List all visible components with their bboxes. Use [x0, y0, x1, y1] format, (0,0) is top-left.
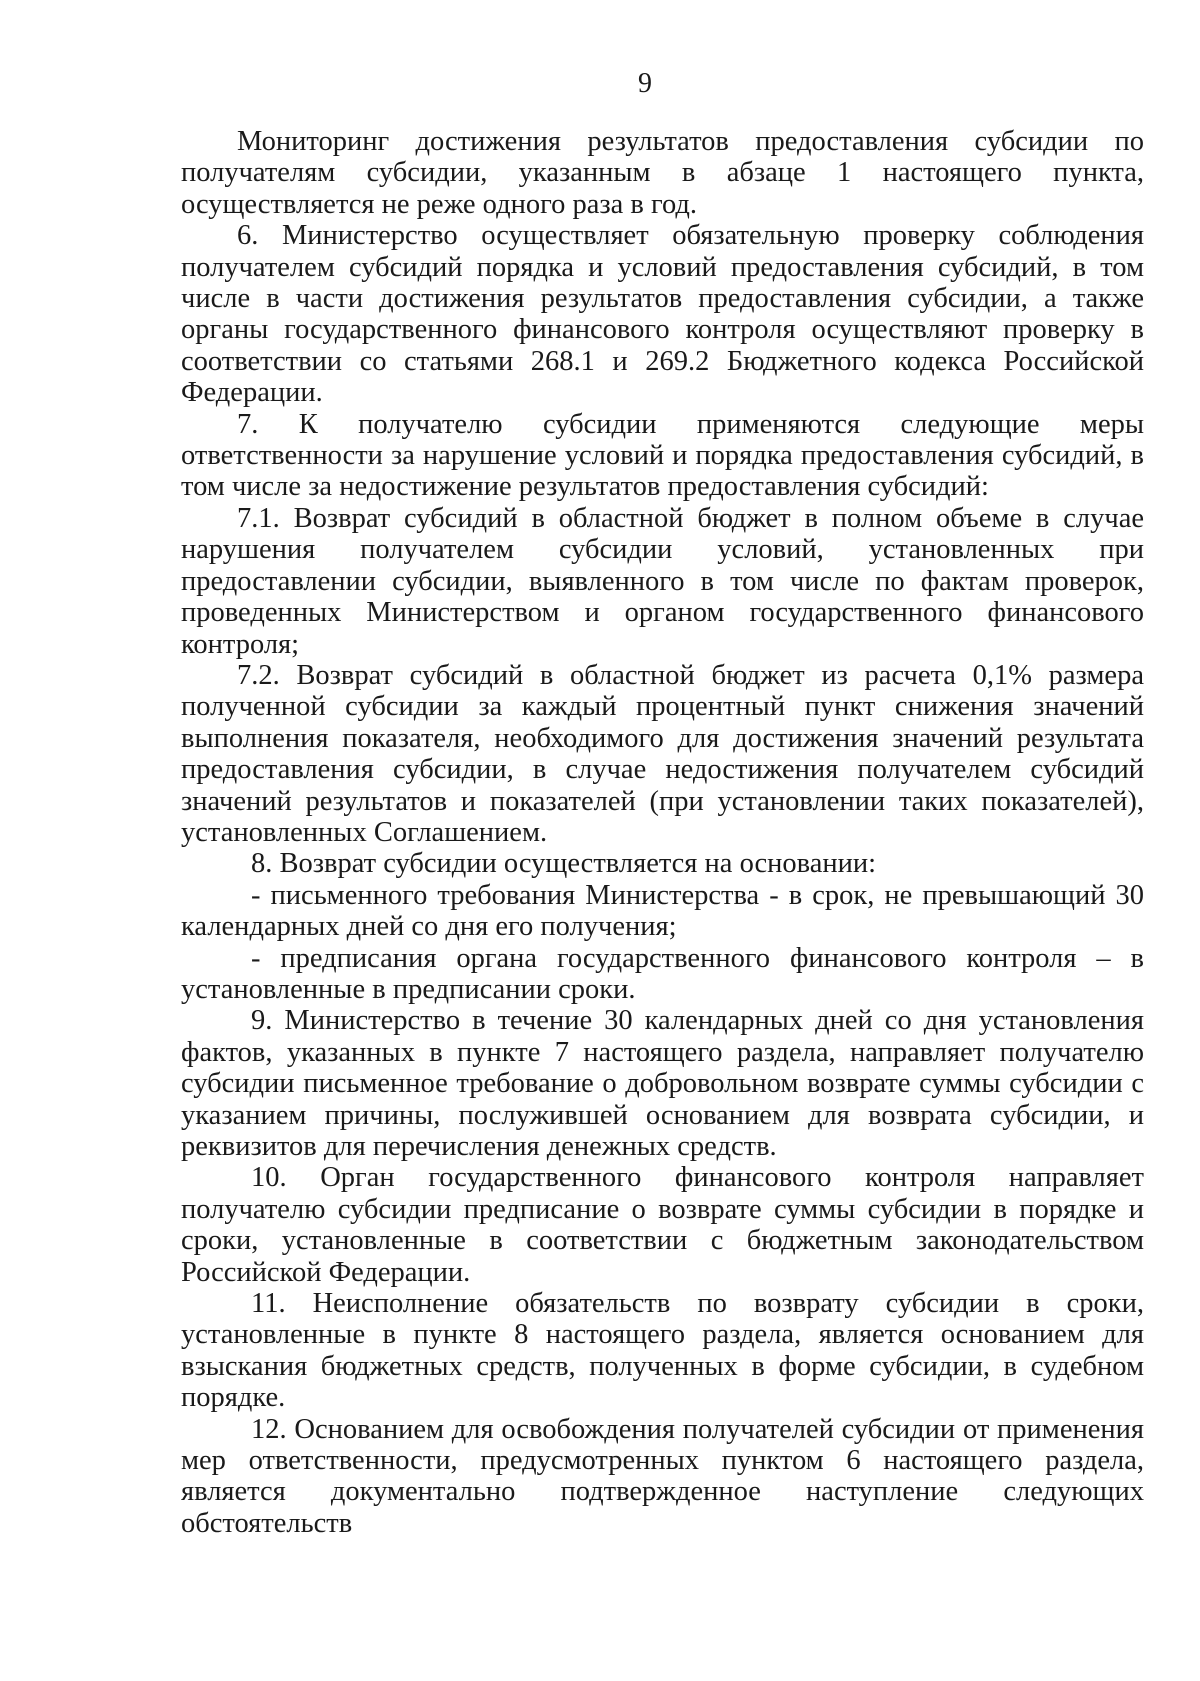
paragraph-8-item-2: - предписания органа государственного финансового контроля – в установленные в предписании сроки. — [181, 942, 1144, 1005]
document-body — [181, 126, 1144, 1539]
page-number: 9 — [638, 68, 652, 99]
paragraph-10: 10. Орган государственного финансового контроля направляет получателю субсидии предписание о возврате суммы субсидии в порядке и сроки, установленные в соответствии с бюджетным законодательством Российской Федерации. — [181, 1162, 1144, 1288]
paragraph-12: 12. Основанием для освобождения получателей субсидии от применения мер ответственности, предусмотренных пунктом 6 настоящего раздела, является документально подтвержденное наступление следующих обстоятельств — [181, 1413, 1144, 1539]
paragraph-9: 9. Министерство в течение 30 календарных дней со дня установления фактов, указанных в пункте 7 настоящего раздела, направляет получателю субсидии письменное требование о добровольном возврате суммы субсидии с указанием причины, послужившей основанием для возврата субсидии, и реквизитов для перечисления денежных средств. — [181, 1005, 1144, 1162]
paragraph-7-2: 7.2. Возврат субсидий в областной бюджет из расчета 0,1% размера полученной субсидии за каждый процентный пункт снижения значений выполнения показателя, необходимого для достижения значений результата предоставления субсидии, в случае недостижения получателем субсидий значений результатов и показателей (при установлении таких показателей), установленных Соглашением. — [181, 659, 1144, 848]
paragraph-8: 8. Возврат субсидии осуществляется на основании: — [251, 848, 877, 880]
paragraph-6: 6. Министерство осуществляет обязательную проверку соблюдения получателем субсидий порядка и условий предоставления субсидий, в том числе в части достижения результатов предоставления субсидии, а также органы государственного финансового контроля осуществляют проверку в соответствии со статьями 268.1 и 269.2 Бюджетного кодекса Российской Федерации. — [181, 220, 1144, 409]
paragraph-8-item-1: - письменного требования Министерства - в срок, не превышающий 30 календарных дней со дня его получения; — [181, 879, 1144, 943]
paragraph-11: 11. Неисполнение обязательств по возврату субсидии в сроки, установленные в пункте 8 настоящего раздела, является основанием для взыскания бюджетных средств, полученных в форме субсидии, в судебном порядке. — [181, 1288, 1144, 1414]
paragraph-monitoring: Мониторинг достижения результатов предоставления субсидии по получателям субсидии, указанным в абзаце 1 настоящего пункта, осуществляется не реже одного раза в год. — [181, 126, 1144, 220]
paragraph-7: 7. К получателю субсидии применяются следующие меры ответственности за нарушение условий и порядка предоставления субсидий, в том числе за недостижение результатов предоставления субсидий: — [181, 408, 1144, 503]
paragraph-7-1: 7.1. Возврат субсидий в областной бюджет в полном объеме в случае нарушения получателем субсидии условий, установленных при предоставлении субсидии, выявленного в том числе по фактам проверок, проведенных Министерством и органом государственного финансового контроля; — [181, 502, 1144, 660]
